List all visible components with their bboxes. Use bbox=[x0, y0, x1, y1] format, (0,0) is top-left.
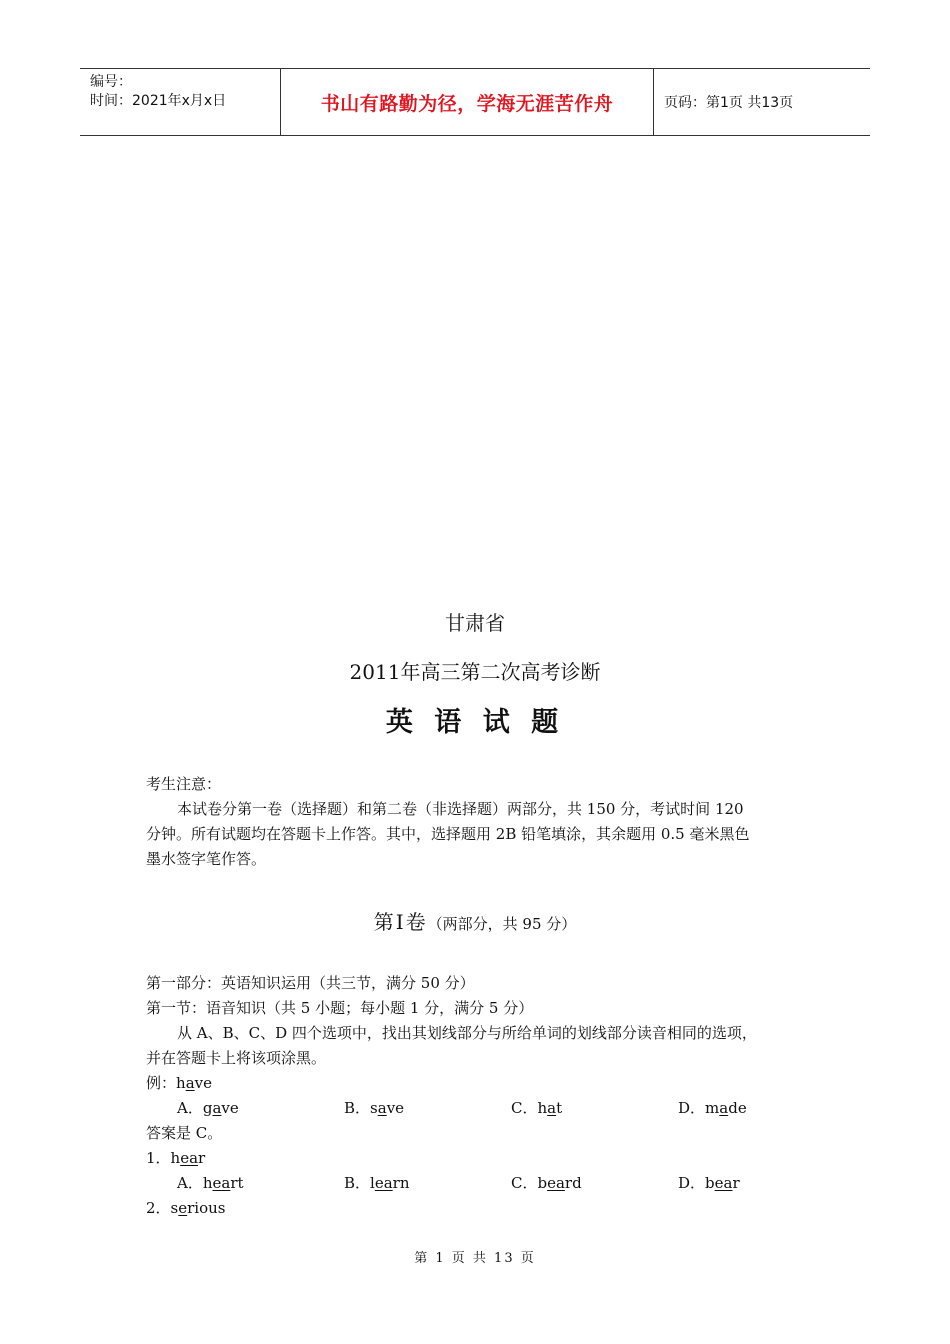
section1-title: 第一节：语音知识（共 5 小题；每小题 1 分，满分 5 分） bbox=[146, 999, 534, 1017]
time-label: 时间：2021年x月x日 bbox=[90, 93, 227, 109]
volume-title-main: 第Ⅰ卷 bbox=[373, 910, 428, 934]
header-page-info: 页码：第1页 共13页 bbox=[664, 95, 794, 111]
example-option-c: C．hat bbox=[511, 1099, 563, 1117]
q1-option-c: C．beard bbox=[511, 1174, 582, 1192]
example-label: 例： bbox=[146, 1074, 177, 1092]
q1-option-b: B．learn bbox=[344, 1174, 410, 1192]
title-exam: 2011年高三第二次高考诊断 bbox=[349, 660, 601, 684]
instruction-line-1: 从 A、B、C、D 四个选项中，找出其划线部分与所给单词的划线部分读音相同的选项， bbox=[177, 1024, 757, 1042]
part1-title: 第一部分：英语知识运用（共三节，满分 50 分） bbox=[146, 974, 475, 992]
motto-text: 书山有路勤为径，学海无涯苦作舟 bbox=[320, 92, 614, 115]
page-header bbox=[80, 68, 870, 136]
number-label: 编号： bbox=[90, 74, 132, 90]
q1-option-d: D．bear bbox=[678, 1174, 740, 1192]
instruction-line-2: 并在答题卡上将该项涂黑。 bbox=[146, 1049, 327, 1067]
volume-title bbox=[0, 906, 950, 935]
question-2: 2．serious bbox=[146, 1199, 226, 1217]
notice-line-3: 墨水签字笔作答。 bbox=[146, 850, 267, 868]
example-answer: 答案是 C。 bbox=[146, 1124, 223, 1142]
example-option-a: A．gave bbox=[177, 1099, 239, 1117]
q1-option-a: A．heart bbox=[177, 1174, 244, 1192]
example-prompt: 例：have bbox=[146, 1074, 212, 1092]
question-1: 1．hear bbox=[146, 1149, 206, 1167]
title-subject: 英 语 试 题 bbox=[385, 707, 565, 738]
header-meta bbox=[80, 69, 281, 135]
title-province: 甘肃省 bbox=[445, 611, 505, 635]
header-motto bbox=[281, 69, 654, 135]
example-option-b: B．save bbox=[344, 1099, 405, 1117]
notice-line-2: 分钟。所有试题均在答题卡上作答。其中，选择题用 2B 铅笔填涂，其余题用 0.5 毫米黑色 bbox=[146, 825, 750, 843]
notice-label: 考生注意： bbox=[146, 775, 222, 793]
notice-line-1: 本试卷分第一卷（选择题）和第二卷（非选择题）两部分，共 150 分，考试时间 120 bbox=[177, 800, 744, 818]
example-option-d: D．made bbox=[678, 1099, 747, 1117]
page-footer: 第 1 页 共 13 页 bbox=[414, 1251, 536, 1266]
volume-title-sub: （两部分，共 95 分） bbox=[427, 915, 577, 933]
